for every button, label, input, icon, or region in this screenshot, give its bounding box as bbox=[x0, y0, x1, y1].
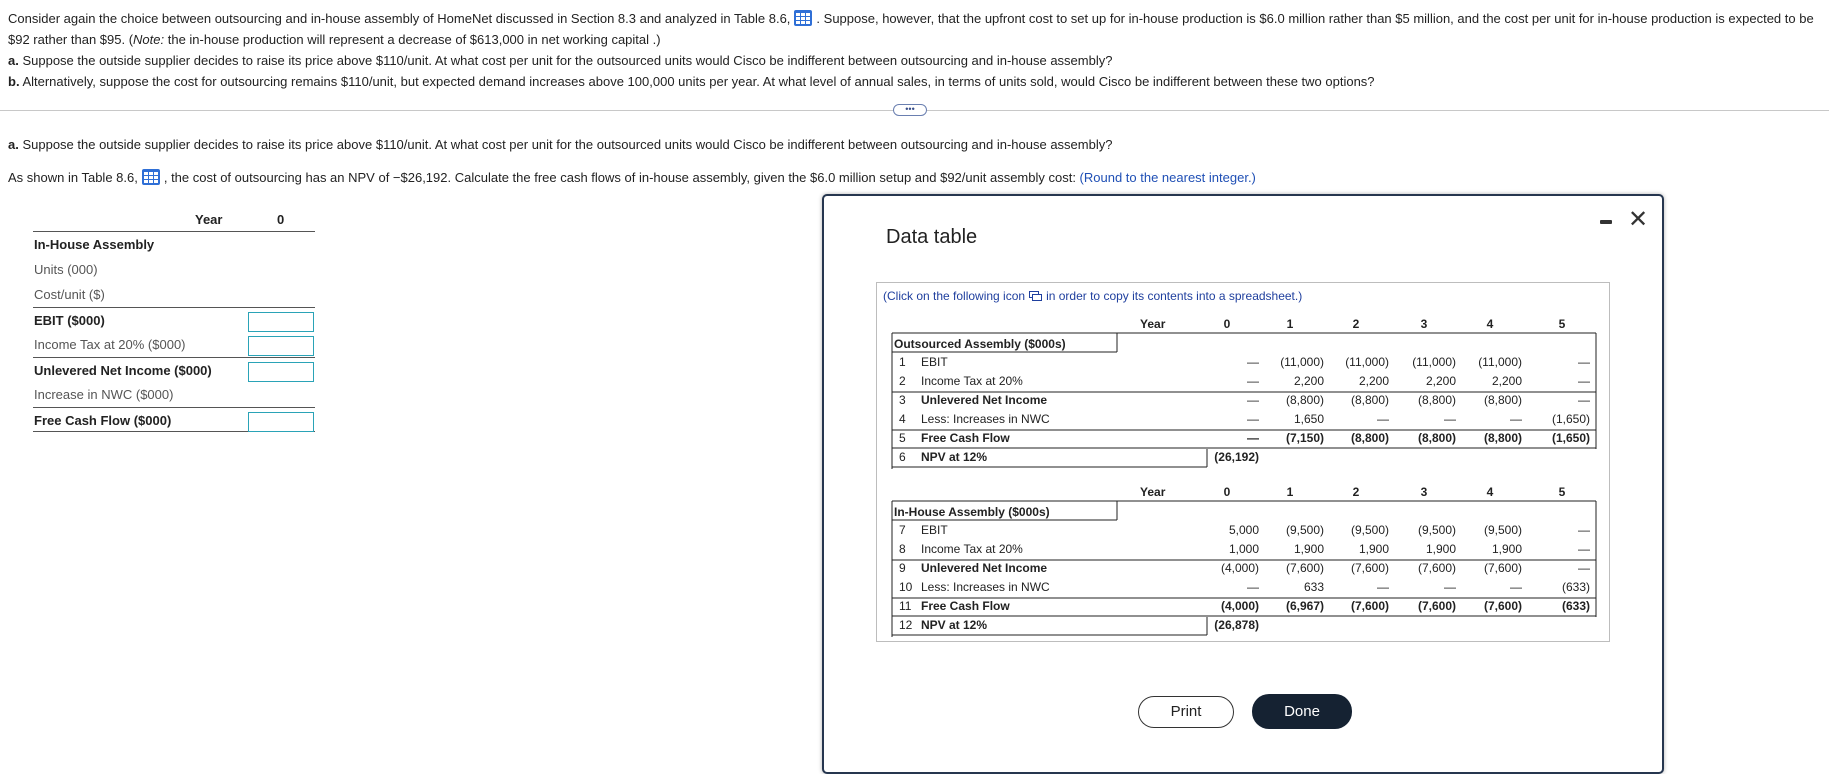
outsourced-row-num: 4 bbox=[899, 412, 906, 426]
outsourced-cell: — bbox=[1578, 393, 1590, 407]
inhouse-cell: — bbox=[1377, 580, 1389, 594]
close-icon[interactable]: ✕ bbox=[1628, 206, 1649, 233]
problem-statement bbox=[8, 8, 1823, 92]
problem-part-a: a. Suppose the outside supplier decides to raise its price above $110/unit. At what cost per unit for the outsourced units would Cisco be indifferent between outsourcing and in-house assembly? bbox=[8, 53, 1113, 68]
print-button[interactable]: Print bbox=[1138, 696, 1234, 728]
inhouse-cell: — bbox=[1578, 542, 1590, 556]
copy-note: (Click on the following icon in order to copy its contents into a spreadsheet.) bbox=[883, 289, 1303, 303]
inhouse-row-num: 10 bbox=[899, 580, 913, 594]
outsourced-cell: 1,650 bbox=[1293, 412, 1324, 426]
inhouse-row-num: 11 bbox=[899, 599, 912, 613]
input-row-cost-unit: Cost/unit ($) bbox=[34, 287, 105, 302]
outsourced-cell: (11,000) bbox=[1478, 355, 1522, 369]
inhouse-cell: (9,500) bbox=[1483, 523, 1522, 537]
input-row-net-income: Unlevered Net Income ($000) bbox=[33, 357, 315, 382]
outsourced-cell: (11,000) bbox=[1412, 355, 1456, 369]
outsourced-cell: (11,000) bbox=[1345, 355, 1389, 369]
outsourced-cell: — bbox=[1578, 374, 1590, 388]
outsourced-cell: (8,800) bbox=[1483, 393, 1522, 407]
year-col-1: 1 bbox=[1286, 485, 1294, 499]
data-table bbox=[877, 283, 1611, 643]
outsourced-cell: (1,650) bbox=[1551, 431, 1590, 445]
outsourced-cell: — bbox=[1247, 412, 1259, 426]
inhouse-cell: (7,600) bbox=[1285, 561, 1324, 575]
input-row-nwc: Increase in NWC ($000) bbox=[34, 387, 174, 402]
inhouse-cell: 1,900 bbox=[1293, 542, 1324, 556]
year-col-0: 0 bbox=[1223, 317, 1231, 331]
year-label: Year bbox=[1140, 317, 1166, 331]
problem-line-2: $92 rather than $95. (Note: the in-house production will represent a decrease of $613,000 in net working capital .) bbox=[8, 32, 661, 47]
outsourced-row-num: 6 bbox=[899, 450, 906, 464]
outsourced-cell: (1,650) bbox=[1551, 412, 1590, 426]
inhouse-cell: 5,000 bbox=[1228, 523, 1259, 537]
fcf-input[interactable] bbox=[248, 412, 314, 432]
inhouse-row-label: Income Tax at 20% bbox=[921, 542, 1023, 556]
outsourced-row-label: Less: Increases in NWC bbox=[921, 412, 1050, 426]
done-button[interactable]: Done bbox=[1252, 694, 1352, 729]
ebit-input[interactable] bbox=[248, 312, 314, 332]
instruction-text: As shown in Table 8.6, , the cost of outsourcing has an NPV of −$26,192. Calculate the free cash flows of in-house assembly, given the $6.0 million setup and $92/unit assembly cost: (Round to the nearest integer.) bbox=[8, 170, 1256, 185]
inhouse-cell: — bbox=[1444, 580, 1456, 594]
inhouse-row-num: 12 bbox=[899, 618, 913, 632]
inhouse-cell: (4,000) bbox=[1220, 561, 1259, 575]
outsourced-row-label: Unlevered Net Income bbox=[921, 393, 1048, 407]
outsourced-cell: (8,800) bbox=[1350, 431, 1389, 445]
input-row-tax: Income Tax at 20% ($000) bbox=[33, 332, 315, 357]
inhouse-cell: 1,900 bbox=[1358, 542, 1389, 556]
minimize-icon[interactable] bbox=[1600, 220, 1612, 224]
outsourced-cell: — bbox=[1247, 393, 1259, 407]
outsourced-row-label: NPV at 12% bbox=[921, 450, 988, 464]
year-col-2: 2 bbox=[1352, 485, 1360, 499]
input-table-header: Year 0 bbox=[33, 212, 315, 232]
year-col-4: 4 bbox=[1486, 317, 1494, 331]
inhouse-row-label: Less: Increases in NWC bbox=[921, 580, 1050, 594]
year-label: Year bbox=[1140, 485, 1166, 499]
inhouse-cell: (633) bbox=[1561, 599, 1590, 613]
input-table-section: In-House Assembly bbox=[34, 237, 155, 252]
table-icon[interactable] bbox=[141, 168, 161, 186]
outsourced-cell: — bbox=[1578, 355, 1590, 369]
outsourced-cell: 2,200 bbox=[1293, 374, 1324, 388]
inhouse-row-label: Unlevered Net Income bbox=[921, 561, 1048, 575]
outsourced-cell: — bbox=[1247, 355, 1259, 369]
outsourced-cell: — bbox=[1444, 412, 1456, 426]
outsourced-cell: — bbox=[1247, 431, 1259, 445]
outsourced-cell: (11,000) bbox=[1280, 355, 1324, 369]
inhouse-cell: (7,600) bbox=[1483, 599, 1522, 613]
inhouse-row-label: Free Cash Flow bbox=[921, 599, 1010, 613]
outsourced-row-label: EBIT bbox=[921, 355, 948, 369]
tax-input[interactable] bbox=[248, 336, 314, 356]
part-a-question: a. Suppose the outside supplier decides to raise its price above $110/unit. At what cost per unit for the outsourced units would Cisco be indifferent between outsourcing and in-house assembly? bbox=[8, 137, 1113, 152]
inhouse-cell: 1,900 bbox=[1425, 542, 1456, 556]
year-col-2: 2 bbox=[1352, 317, 1360, 331]
inhouse-row-num: 8 bbox=[899, 542, 906, 556]
expand-button[interactable]: ••• bbox=[893, 104, 927, 116]
inhouse-row-num: 7 bbox=[899, 523, 906, 537]
problem-line-1: Consider again the choice between outsourcing and in-house assembly of HomeNet discussed in Section 8.3 and analyzed in Table 8.6, . Suppose, however, that the upfront cost to set up for in-house production is $6.0 million rather than $5 million, and the cost per unit for in-house production is expected to be bbox=[8, 11, 1814, 26]
outsourced-cell: 2,200 bbox=[1491, 374, 1522, 388]
inhouse-cell: — bbox=[1247, 580, 1259, 594]
inhouse-section-title: In-House Assembly ($000s) bbox=[894, 505, 1050, 519]
inhouse-cell: (7,600) bbox=[1350, 561, 1389, 575]
inhouse-row-label: NPV at 12% bbox=[921, 618, 988, 632]
net-income-input[interactable] bbox=[248, 362, 314, 382]
input-row-ebit: EBIT ($000) bbox=[33, 307, 315, 332]
year-col-1: 1 bbox=[1286, 317, 1294, 331]
problem-part-b: b. Alternatively, suppose the cost for outsourcing remains $110/unit, but expected demand increases above 100,000 units per year. At what level of annual sales, in terms of units sold, would Cisco be indifferent between these two options? bbox=[8, 74, 1375, 89]
inhouse-cell: 633 bbox=[1303, 580, 1324, 594]
outsourced-cell: (8,800) bbox=[1417, 393, 1456, 407]
data-table-box bbox=[876, 282, 1610, 642]
outsourced-row-num: 2 bbox=[899, 374, 906, 388]
outsourced-row-label: Income Tax at 20% bbox=[921, 374, 1023, 388]
inhouse-cell: (9,500) bbox=[1350, 523, 1389, 537]
outsourced-section-title: Outsourced Assembly ($000s) bbox=[894, 337, 1066, 351]
data-table-modal bbox=[822, 194, 1664, 774]
inhouse-cell: (7,600) bbox=[1350, 599, 1389, 613]
inhouse-cell: (9,500) bbox=[1417, 523, 1456, 537]
outsourced-cell: (7,150) bbox=[1285, 431, 1324, 445]
input-table bbox=[33, 212, 315, 432]
outsourced-cell: (26,192) bbox=[1214, 450, 1259, 464]
outsourced-cell: 2,200 bbox=[1358, 374, 1389, 388]
inhouse-cell: — bbox=[1578, 523, 1590, 537]
outsourced-cell: (8,800) bbox=[1483, 431, 1522, 445]
modal-title: Data table bbox=[886, 226, 978, 248]
inhouse-cell: (7,600) bbox=[1483, 561, 1522, 575]
inhouse-cell: (7,600) bbox=[1417, 561, 1456, 575]
input-row-units: Units (000) bbox=[34, 262, 98, 277]
input-row-fcf: Free Cash Flow ($000) bbox=[33, 407, 315, 432]
outsourced-cell: (8,800) bbox=[1285, 393, 1324, 407]
year-col-5: 5 bbox=[1558, 485, 1566, 499]
inhouse-cell: 1,900 bbox=[1491, 542, 1522, 556]
inhouse-cell: (9,500) bbox=[1285, 523, 1324, 537]
inhouse-cell: — bbox=[1510, 580, 1522, 594]
year-col-5: 5 bbox=[1558, 317, 1566, 331]
inhouse-row-label: EBIT bbox=[921, 523, 948, 537]
outsourced-cell: 2,200 bbox=[1425, 374, 1456, 388]
outsourced-row-num: 1 bbox=[899, 355, 906, 369]
inhouse-row-num: 9 bbox=[899, 561, 906, 575]
outsourced-cell: (8,800) bbox=[1350, 393, 1389, 407]
year-col-3: 3 bbox=[1420, 485, 1428, 499]
table-icon[interactable] bbox=[793, 9, 813, 27]
outsourced-row-num: 3 bbox=[899, 393, 906, 407]
outsourced-row-label: Free Cash Flow bbox=[921, 431, 1010, 445]
inhouse-cell: — bbox=[1578, 561, 1590, 575]
outsourced-cell: — bbox=[1510, 412, 1522, 426]
year-col-3: 3 bbox=[1420, 317, 1428, 331]
inhouse-cell: (4,000) bbox=[1220, 599, 1259, 613]
inhouse-cell: (633) bbox=[1561, 580, 1590, 594]
inhouse-cell: (7,600) bbox=[1417, 599, 1456, 613]
inhouse-cell: (6,967) bbox=[1285, 599, 1324, 613]
year-col-0: 0 bbox=[1223, 485, 1231, 499]
outsourced-cell: — bbox=[1247, 374, 1259, 388]
outsourced-cell: (8,800) bbox=[1417, 431, 1456, 445]
outsourced-row-num: 5 bbox=[899, 431, 906, 445]
inhouse-cell: (26,878) bbox=[1214, 618, 1259, 632]
year-col-4: 4 bbox=[1486, 485, 1494, 499]
inhouse-cell: 1,000 bbox=[1228, 542, 1259, 556]
outsourced-cell: — bbox=[1377, 412, 1389, 426]
